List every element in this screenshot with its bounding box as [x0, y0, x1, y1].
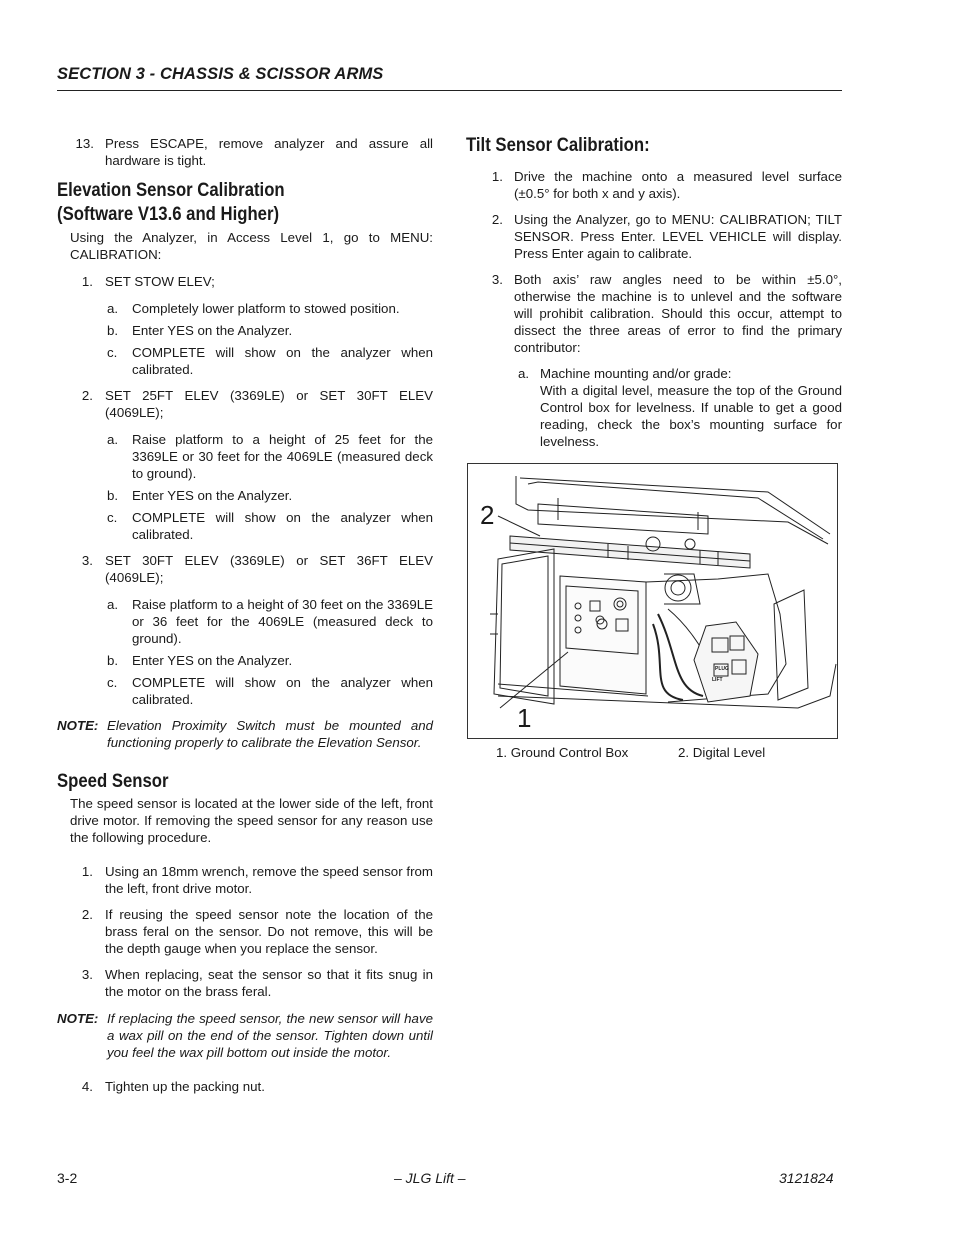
step-13 [57, 135, 433, 169]
sub-step [104, 487, 433, 504]
page-number: 3-2 [57, 1170, 78, 1186]
step-number: 2. [81, 388, 93, 403]
sub-letter: b. [107, 323, 119, 338]
left-column [57, 135, 433, 1095]
sub-step [104, 509, 433, 543]
sub-text: Raise platform to a height of 25 feet for the 3369LE or 30 feet for the 4069LE (measured deck to ground). [132, 432, 433, 481]
note-label: NOTE: [57, 718, 99, 733]
elevation-note [57, 717, 433, 751]
sub-step [104, 652, 433, 669]
sub-text: COMPLETE will show on the analyzer when calibrated. [132, 345, 433, 377]
sub-letter: c. [107, 510, 118, 525]
machine-illustration [468, 464, 837, 738]
caption-digital-level: 2. Digital Level [678, 745, 766, 760]
sub-step [104, 300, 433, 317]
step-number: 1. [81, 864, 93, 879]
elevation-intro: Using the Analyzer, in Access Level 1, go to MENU: CALIBRATION: [70, 230, 433, 262]
elevation-heading-line1: Elevation Sensor Calibration [57, 180, 285, 201]
step-number: 2. [81, 907, 93, 922]
sub-step [104, 431, 433, 482]
doc-number: 3121824 [779, 1170, 834, 1186]
sub-letter: a. [518, 366, 530, 381]
note-label: NOTE: [57, 1011, 99, 1026]
sub-letter: c. [107, 345, 118, 360]
footer-center: – JLG Lift – [394, 1170, 466, 1186]
speed-step [57, 906, 433, 957]
note-text: Elevation Proximity Switch must be mounted and functioning properly to calibrate the Elevation Sensor. [107, 718, 433, 750]
tilt-sub-step [515, 365, 842, 450]
sub-text: Enter YES on the Analyzer. [132, 488, 293, 503]
step-text: When replacing, seat the sensor so that it fits snug in the motor on the brass feral. [105, 967, 433, 999]
sub-letter: c. [107, 675, 118, 690]
step-text: SET STOW ELEV; [105, 274, 215, 289]
right-column [466, 135, 842, 450]
section-title: SECTION 3 - CHASSIS & SCISSOR ARMS [57, 65, 384, 83]
sub-title: Machine mounting and/or grade: [540, 366, 732, 381]
caption-ground-control-box: 1. Ground Control Box [496, 745, 629, 760]
step-text: Using an 18mm wrench, remove the speed sensor from the left, front drive motor. [105, 864, 433, 896]
elevation-step [57, 273, 433, 290]
elevation-step [57, 552, 433, 586]
callout-1: 1 [517, 703, 532, 733]
step-number: 13. [75, 136, 94, 151]
speed-intro: The speed sensor is located at the lower side of the left, front drive motor. If removing the speed sensor for any reason use the following procedure. [70, 796, 433, 845]
step-text: Both axis’ raw angles need to be within ±5.0°, otherwise the machine is to unlevel and the software will prohibit calibration. Should this occur, attempt to dissect the three areas of error to find the primary contributor: [514, 272, 842, 355]
step-number: 1. [491, 169, 503, 184]
step-number: 1. [81, 274, 93, 289]
tilt-step [466, 271, 842, 356]
sub-text: With a digital level, measure the top of the Ground Control box for levelness. If unable to get a good reading, check the box’s mounting surface for levelness. [540, 383, 842, 449]
sub-step [104, 322, 433, 339]
speed-step-4 [57, 1078, 433, 1095]
step-number: 3. [81, 967, 93, 982]
sub-text: COMPLETE will show on the analyzer when calibrated. [132, 510, 433, 542]
sub-letter: a. [107, 597, 119, 612]
speed-sensor-heading: Speed Sensor [57, 771, 169, 792]
sub-letter: a. [107, 301, 119, 316]
step-text: SET 30FT ELEV (3369LE) or SET 36FT ELEV (4069LE); [105, 553, 433, 585]
step-number: 2. [491, 212, 503, 227]
step-text: Tighten up the packing nut. [105, 1079, 265, 1094]
sub-letter: a. [107, 432, 119, 447]
step-text: Press ESCAPE, remove analyzer and assure all hardware is tight. [105, 136, 433, 168]
sub-step [104, 596, 433, 647]
panel-label-plug: PLUG [715, 666, 729, 672]
tilt-step [466, 168, 842, 202]
sub-body [540, 365, 842, 450]
sub-text: Raise platform to a height of 30 feet on the 3369LE or 36 feet for the 4069LE (measured deck to ground). [132, 597, 433, 646]
speed-step [57, 966, 433, 1000]
elevation-step [57, 387, 433, 421]
elevation-heading-line2: (Software V13.6 and Higher) [57, 204, 280, 225]
sub-step [104, 674, 433, 708]
speed-step [57, 863, 433, 897]
note-text: If replacing the speed sensor, the new sensor will have a wax pill on the end of the sensor. Tighten down until you feel the wax pill bottom out inside the motor. [107, 1011, 433, 1060]
sub-letter: b. [107, 488, 119, 503]
sub-step [104, 344, 433, 378]
sub-text: Enter YES on the Analyzer. [132, 653, 293, 668]
step-number: 4. [81, 1079, 93, 1094]
callout-2: 2 [480, 500, 495, 530]
step-number: 3. [491, 272, 503, 287]
step-number: 3. [81, 553, 93, 568]
tilt-sensor-heading: Tilt Sensor Calibration: [466, 135, 650, 156]
step-text: Using the Analyzer, go to MENU: CALIBRATION; TILT SENSOR. Press Enter. LEVEL VEHICLE will display. Press Enter again to calibrate. [514, 212, 842, 261]
tilt-step [466, 211, 842, 262]
step-text: SET 25FT ELEV (3369LE) or SET 30FT ELEV (4069LE); [105, 388, 433, 420]
step-text: If reusing the speed sensor note the location of the brass feral on the sensor. Do not remove, this will be the depth gauge when you replace the sensor. [105, 907, 433, 956]
sub-text: COMPLETE will show on the analyzer when calibrated. [132, 675, 433, 707]
step-text: Drive the machine onto a measured level surface (±0.5° for both x and y axis). [514, 169, 842, 201]
ground-control-box-figure [467, 463, 838, 739]
sub-letter: b. [107, 653, 119, 668]
panel-label-lift: LIFT [712, 677, 723, 683]
speed-note [57, 1010, 433, 1061]
header-rule [57, 90, 842, 91]
sub-text: Enter YES on the Analyzer. [132, 323, 293, 338]
sub-text: Completely lower platform to stowed position. [132, 301, 400, 316]
